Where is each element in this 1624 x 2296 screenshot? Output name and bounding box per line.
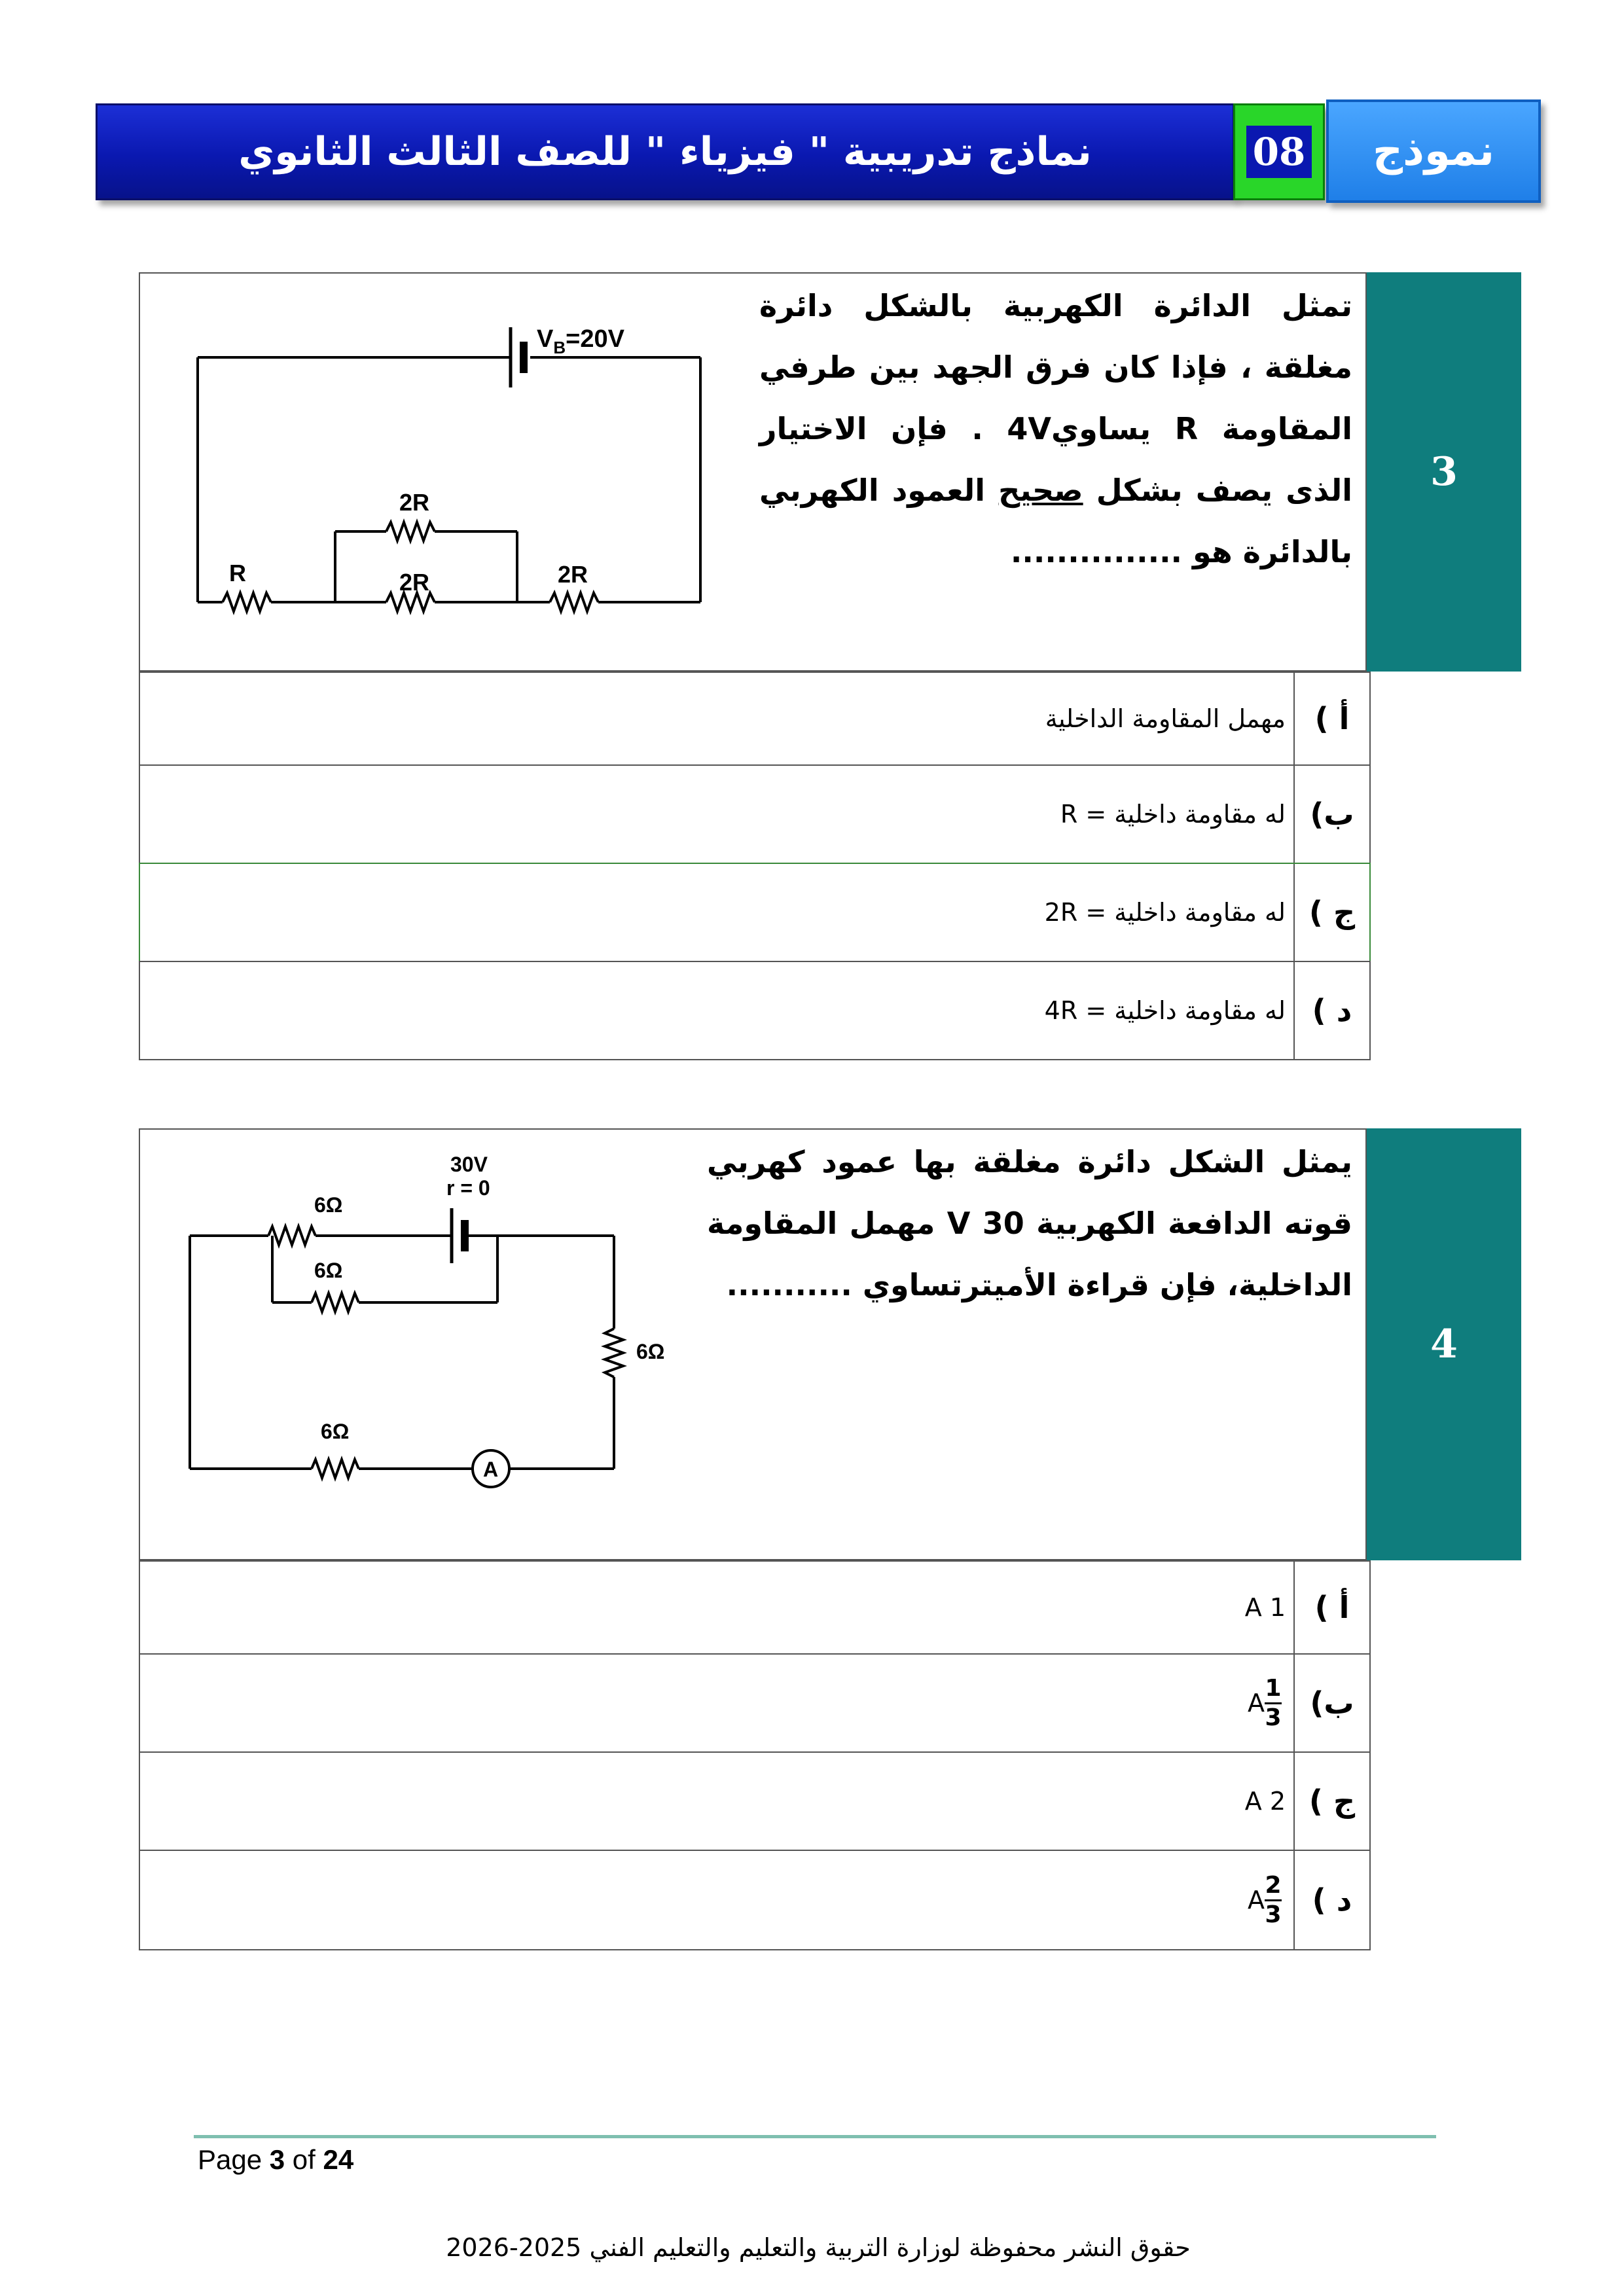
header-model-box: [1326, 99, 1541, 203]
q4-resistor-top-label: 6Ω: [314, 1193, 343, 1217]
page-number: Page 3 of 24: [198, 2144, 354, 2175]
question-3-text-main: تمثل الدائرة الكهربية بالشكل دائرة مغلقة ، فإذا كان فرق الجهد بين طرفي المقاومة R يساوي4V . فإن الاختيار الذى يصف بشكل: [759, 288, 1353, 508]
footer-divider: [194, 2135, 1436, 2138]
header-title: نماذج تدريبية " فيزياء " للصف الثالث الثانوي: [238, 129, 1092, 175]
q4-option-d-fraction: $\frac{2}{3}$: [1265, 1871, 1282, 1928]
q4-option-c[interactable]: [139, 1751, 1371, 1851]
q3-option-b-letter: ب): [1310, 797, 1354, 832]
question-3-text: [759, 275, 1352, 583]
q4-option-c-text: 2 A: [1244, 1787, 1286, 1816]
q4-resistor-right-label: 6Ω: [636, 1340, 665, 1363]
question-3-number-text: 3: [1430, 449, 1458, 495]
header-number-box: [1233, 103, 1325, 200]
q4-option-a-letter: أ ): [1314, 1590, 1350, 1625]
q4-resistor-parallel-label: 6Ω: [314, 1259, 343, 1282]
question-3-text-underlined: صحيح: [998, 473, 1083, 508]
q3-option-d-text: له مقاومة داخلية = 4R: [1044, 996, 1286, 1025]
q4-option-a-text: 1 A: [1244, 1593, 1286, 1622]
q3-option-b[interactable]: [139, 764, 1371, 864]
q3-resistor-2r-series: 2R: [558, 561, 588, 588]
copyright-text: حقوق النشر محفوظة لوزارة التربية والتعليم والتعليم الفني 2025-2026: [446, 2233, 1191, 2262]
q4-resistor-bottom-label: 6Ω: [321, 1420, 350, 1443]
q3-option-a-text: مهمل المقاومة الداخلية: [1045, 704, 1286, 733]
question-4-circuit: [177, 1145, 700, 1499]
q3-option-c[interactable]: [139, 863, 1371, 962]
q3-option-a-letter: أ ): [1314, 701, 1350, 736]
q3-option-c-letter: ج ): [1308, 895, 1356, 930]
q3-option-d-letter: د ): [1312, 993, 1352, 1028]
header-model-label: نموذج: [1372, 127, 1495, 175]
q3-option-c-text: له مقاومة داخلية = 2R: [1044, 898, 1286, 927]
question-3-text-end: العمود الكهربي بالدائرة هو ...............: [759, 473, 1352, 569]
q3-option-d[interactable]: [139, 961, 1371, 1060]
question-4-text-main: يمثل الشكل دائرة مغلقة بها عمود كهربي قوته الدافعة الكهربية 30 V مهمل المقاومة الداخلية، فإن قراءة الأميترتساوي ...........: [707, 1144, 1352, 1302]
q4-emf-label: 30V: [450, 1153, 488, 1176]
question-4-number-text: 4: [1430, 1321, 1458, 1367]
q3-option-b-text: له مقاومة داخلية = R: [1060, 800, 1286, 829]
q4-option-b-fraction: $\frac{1}{3}$: [1265, 1674, 1282, 1731]
q4-option-b[interactable]: [139, 1653, 1371, 1753]
q3-option-a[interactable]: [139, 672, 1371, 766]
question-4-number: [1367, 1128, 1521, 1560]
q4-option-d[interactable]: [139, 1850, 1371, 1950]
q4-option-b-letter: ب): [1310, 1685, 1354, 1721]
q4-option-b-unit: A: [1248, 1689, 1265, 1717]
q4-option-d-letter: د ): [1312, 1882, 1352, 1918]
question-4-text: [707, 1131, 1352, 1316]
header-number: 08: [1246, 126, 1312, 178]
q4-internal-r-label: r = 0: [446, 1176, 490, 1200]
question-3-number: [1367, 272, 1521, 672]
q4-option-d-unit: A: [1248, 1886, 1265, 1914]
header-title-box: [96, 103, 1235, 200]
q3-resistor-r: R: [229, 560, 246, 586]
q3-resistor-2r-bottom: 2R: [399, 569, 430, 596]
q4-option-c-letter: ج ): [1308, 1784, 1356, 1819]
q3-battery-label: $V_B=20V$: [537, 325, 624, 357]
q4-ammeter-label: A: [483, 1458, 499, 1481]
q4-option-a[interactable]: [139, 1560, 1371, 1655]
question-3-circuit: [183, 308, 720, 648]
q3-resistor-2r-top: 2R: [399, 489, 430, 516]
